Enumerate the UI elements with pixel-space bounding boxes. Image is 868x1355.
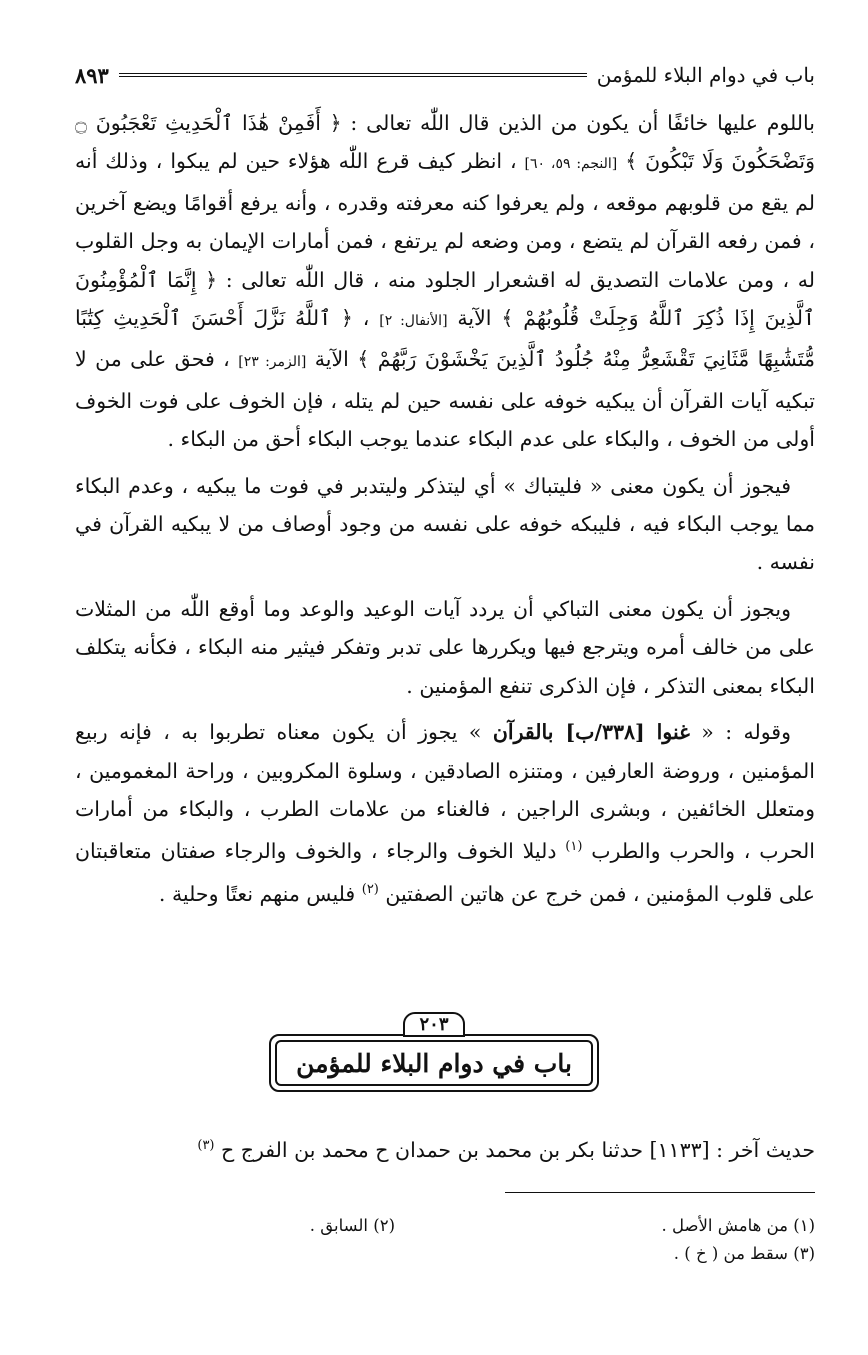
text-run: ، فحق على من لا تبكيه آيات القرآن أن يبكيه خوفه على نفسه حين لم يتله ، فإن الخوف على فوت الخوف أولى من الخوف ، والبكاء على عدم البكاء عندما يوجب البكاء أحق من البكاء . — [75, 347, 815, 452]
hadith-text: حديث آخر : [١١٣٣] حدثنا بكر بن محمد بن حمدان ح محمد بن الفرج ح — [214, 1137, 815, 1162]
paragraph-1 — [75, 104, 815, 459]
footnote-marker: (٣) — [197, 1138, 215, 1153]
verse-reference: [الأنفال: ٢] — [379, 313, 448, 330]
quran-verse: ﴿ إِنَّمَا ٱلْمُؤْمِنُونَ ٱلَّذِينَ إِذَا ذُكِرَ ٱللَّهُ وَجِلَتْ قُلُوبُهُمْ ﴾ — [75, 267, 816, 331]
section-title: باب في دوام البلاء للمؤمن — [275, 1040, 593, 1086]
footnote-marker: (٢) — [361, 881, 379, 897]
text-run: باللوم عليها خائفًا أن يكون من الذين قال اللّٰه تعالى : — [341, 111, 815, 135]
section-heading — [0, 1012, 868, 1092]
footnote-row — [75, 1240, 815, 1268]
footnote-3: (٣) سقط من ( خ ) . — [673, 1244, 815, 1263]
section-number: ٢٠٣ — [403, 1012, 464, 1037]
text-run: فليس منهم نعتًا وحلية . — [158, 881, 362, 906]
text-run: ، — [352, 306, 380, 331]
running-header — [75, 58, 815, 92]
header-rule — [119, 73, 587, 77]
paragraph-2: فيجوز أن يكون معنى « فليتباك » أي ليتذكر وليتدبر في فوت ما يبكيه ، وعدم البكاء مما يوجب البكاء فيه ، فليبكه خوفه على نفسه من وجود أوصاف من لا يبكيه القرآن في نفسه . — [75, 473, 815, 575]
text-run: ، انظر كيف قرع اللّٰه هؤلاء حين لم يبكوا ، وذلك أنه لم يقع من قلوبهم موقعه ، ولم يعرفوا كنه معرفته وقدره ، وأنه يرفع أقوامًا ويضع آخرين ، فمن رفعه القرآن لم يتضع ، ومن وضعه لم يرتفع ، فمن أمارات الإيمان به وجل القلوب له ، ومن علامات التصديق له اقشعرار الجلود منه ، قال اللّٰه تعالى : — [75, 149, 815, 292]
text-run: دليلا الخوف والرجاء ، والخوف والرجاء صفتان متعاقبتان على قلوب المؤمنين ، فمن خرج عن هاتين الصفتين — [75, 839, 815, 906]
footnote-divider — [505, 1192, 815, 1193]
hadith-line — [75, 1127, 815, 1169]
footnote-1: (١) من هامش الأصل . — [661, 1216, 815, 1235]
verse-reference: [الزمر: ٢٣] — [238, 354, 307, 371]
bold-hadith-phrase: غنوا [٣٣٨/ب] بالقرآن — [492, 720, 690, 745]
page-number: ٨٩٣ — [75, 62, 109, 88]
footnote-marker: (١) — [565, 839, 583, 855]
header-title: باب في دوام البلاء للمؤمن — [596, 63, 815, 87]
paragraph-4 — [75, 713, 815, 913]
text-run: » يجوز أن يكون معناه تطربوا به ، فإنه ربيع المؤمنين ، وروضة العارفين ، ومتنزه الصادقين ، وسلوة المكروبين ، وراحة المغمومين ، ومتعلل الخائفين ، وبشرى الراجين ، فالغناء من علامات الطرب ، والبكاء من أمارات الحرب ، والحرب والطرب — [75, 720, 815, 864]
paragraph-3: ويجوز أن يكون معنى التباكي أن يردد آيات الوعيد والوعد وما أوقع اللّٰه من المثلات على من خالف أمره ويترجع فيها ويكررها على تدبر وتفكر فيثير منه البكاء ، فكأنه يتكلف البكاء بمعنى التذكر ، فإن الذكرى تنفع المؤمنين . — [75, 596, 815, 698]
section-frame — [269, 1034, 599, 1092]
text-run: الآية — [447, 306, 502, 331]
footnote-row — [75, 1212, 815, 1240]
footnote-2: (٢) السابق . — [309, 1216, 395, 1235]
verse-reference: [النجم: ٥٩، ٦٠] — [524, 156, 618, 173]
main-text — [75, 104, 815, 921]
text-run: وقوله : « — [689, 720, 792, 745]
quran-verse: ﴿ أَفَمِنْ هَٰذَا ٱلْحَدِيثِ تَعْجَبُونَ ۝ وَتَضْحَكُونَ وَلَا تَبْكُونَ ﴾ — [75, 111, 815, 174]
quran-verse: ﴿ ٱللَّهُ نَزَّلَ أَحْسَنَ ٱلْحَدِيثِ كِتَٰبًا مُّتَشَٰبِهًا مَّثَانِيَ تَقْشَعِرُّ مِنْهُ جُلُودُ ٱلَّذِينَ يَخْشَوْنَ رَبَّهُمْ ﴾ — [75, 306, 815, 372]
footnotes — [75, 1212, 815, 1268]
text-run: الآية — [306, 347, 358, 372]
